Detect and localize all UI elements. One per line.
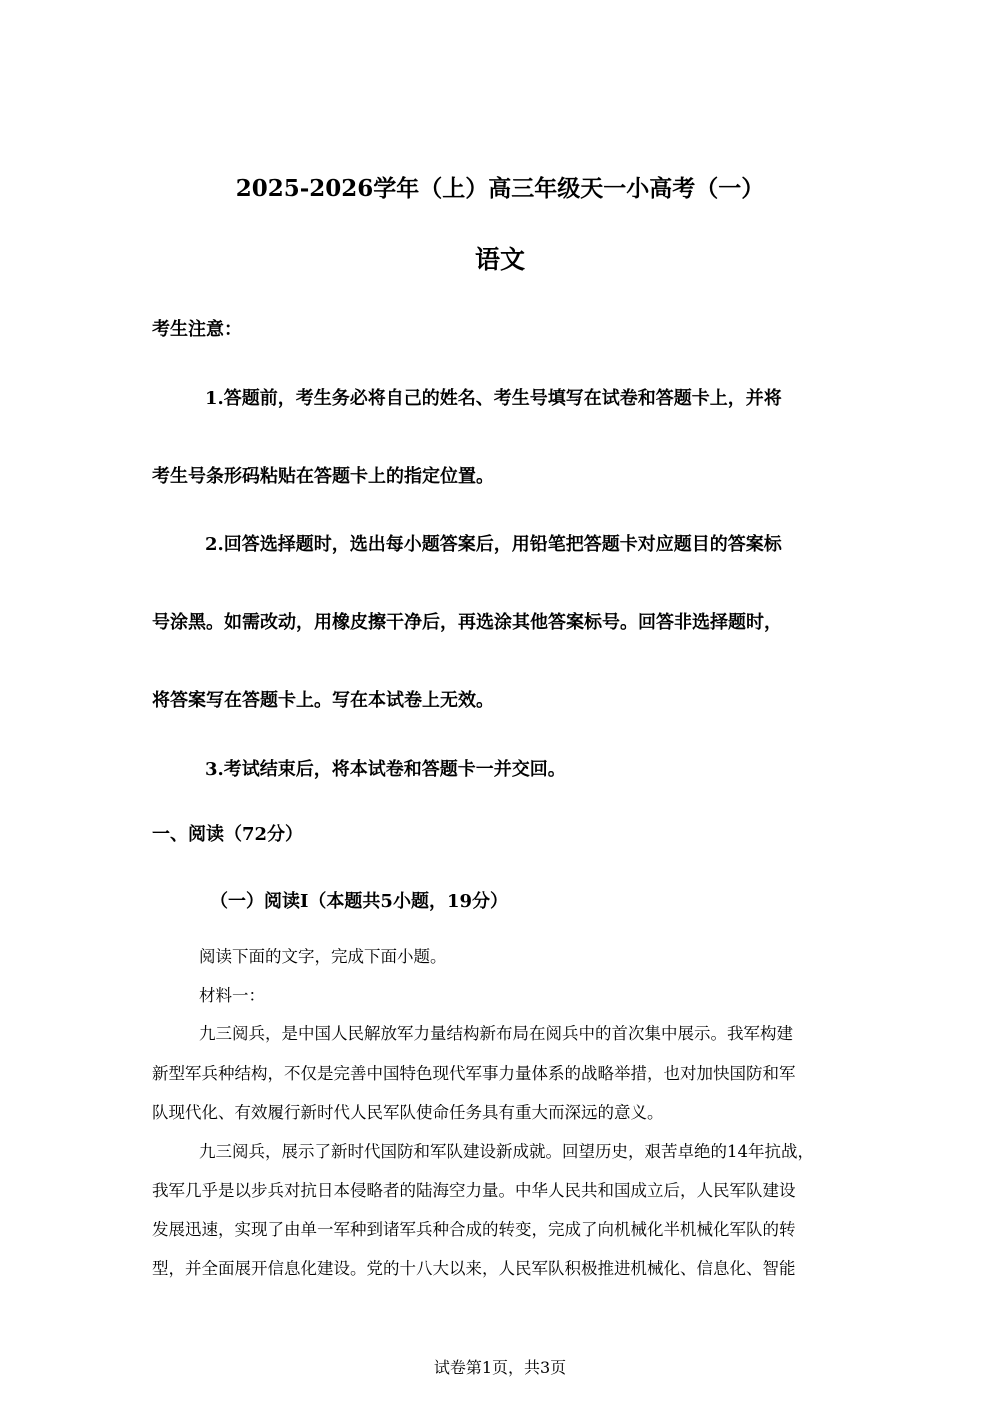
passage-line: 九三阅兵，展示了新时代国防和军队建设新成就。回望历史，艰苦卓绝的14年抗战， [199,1142,814,1161]
section-heading: 一、阅读（72分） [152,824,304,845]
exam-title: 2025-2026学年（上）高三年级天一小高考（一） [235,175,765,202]
notice-line: 2.回答选择题时，选出每小题答案后，用铅笔把答题卡对应题目的答案标 [205,534,782,555]
notice-line: 1.答题前，考生务必将自己的姓名、考生号填写在试卷和答题卡上，并将 [205,388,782,409]
subject-title: 语文 [474,245,525,274]
passage-line: 我军几乎是以步兵对抗日本侵略者的陆海空力量。中华人民共和国成立后，人民军队建设 [152,1181,796,1200]
passage-line: 九三阅兵，是中国人民解放军力量结构新布局在阅兵中的首次集中展示。我军构建 [199,1024,793,1043]
notice-heading: 考生注意： [152,319,242,340]
notice-line: 号涂黑。如需改动，用橡皮擦干净后，再选涂其他答案标号。回答非选择题时， [152,612,782,633]
subsection-heading: （一）阅读I（本题共5小题，19分） [210,891,508,912]
passage-line: 发展迅速，实现了由单一军种到诸军兵种合成的转变，完成了向机械化半机械化军队的转 [152,1220,796,1239]
notice-line: 将答案写在答题卡上。写在本试卷上无效。 [152,690,494,711]
passage-line: 材料一： [199,986,265,1005]
passage-line: 阅读下面的文字，完成下面小题。 [199,947,447,966]
notice-line: 3.考试结束后，将本试卷和答题卡一并交回。 [205,759,566,780]
notice-line: 考生号条形码粘贴在答题卡上的指定位置。 [152,466,494,487]
passage-line: 队现代化、有效履行新时代人民军队使命任务具有重大而深远的意义。 [152,1103,664,1122]
page-footer: 试卷第1页，共3页 [433,1358,567,1377]
passage-line: 新型军兵种结构，不仅是完善中国特色现代军事力量体系的战略举措，也对加快国防和军 [152,1064,796,1083]
passage-line: 型，并全面展开信息化建设。党的十八大以来，人民军队积极推进机械化、信息化、智能 [152,1259,796,1278]
